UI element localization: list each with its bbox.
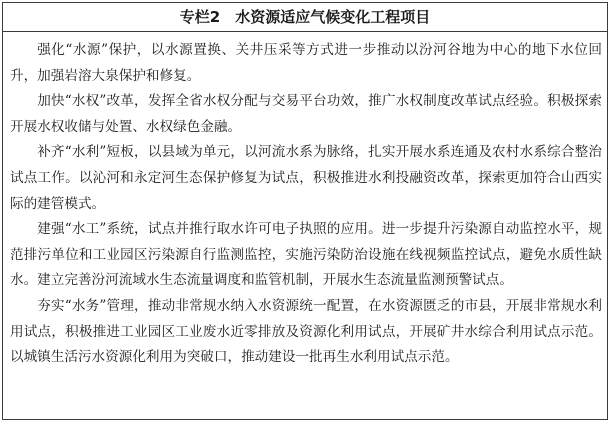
box-title: 专栏2 水资源适应气候变化工程项目: [3, 3, 607, 32]
paragraph-water-rights: 加快“水权”改革，发挥全省水权分配与交易平台功效，推广水权制度改革试点经验。积极探索开展水权收储与处置、水权绿色金融。: [10, 93, 602, 135]
box-content: [3, 32, 607, 371]
paragraph-water-engineering: 建强“水工”系统，试点并推行取水许可电子执照的应用。进一步提升污染源自动监控水平，规范排污单位和工业园区污染源自行监测监控，实施污染防治设施在线视频监控试点，避免水质性缺水。建立完善汾河流域水生态流量调度和监管机制，开展水生态流量监测预警试点。: [10, 221, 602, 289]
paragraph-water-affairs: 夯实“水务”管理，推动非常规水纳入水资源统一配置，在水资源匮乏的市县，开展非常规水利用试点，积极推进工业园区工业废水近零排放及资源化利用试点，开展矿井水综合利用试点示范。以城镇生活污水资源化利用为突破口，推动建设一批再生水利用试点示范。: [10, 297, 602, 366]
paragraph-water-conservancy: 补齐“水利”短板，以县域为单元，以河流水系为脉络，扎实开展水系连通及农村水系综合整治试点工作。以沁河和永定河生态保护修复为试点，积极推进水利投融资改革，探索更加符合山西实际的建管模式。: [10, 144, 602, 212]
paragraph-water-source: 强化“水源”保护，以水源置换、关井压采等方式进一步推动以汾河谷地为中心的地下水位回升，加强岩溶大泉保护和修复。: [10, 42, 602, 84]
project-box: [2, 2, 608, 420]
